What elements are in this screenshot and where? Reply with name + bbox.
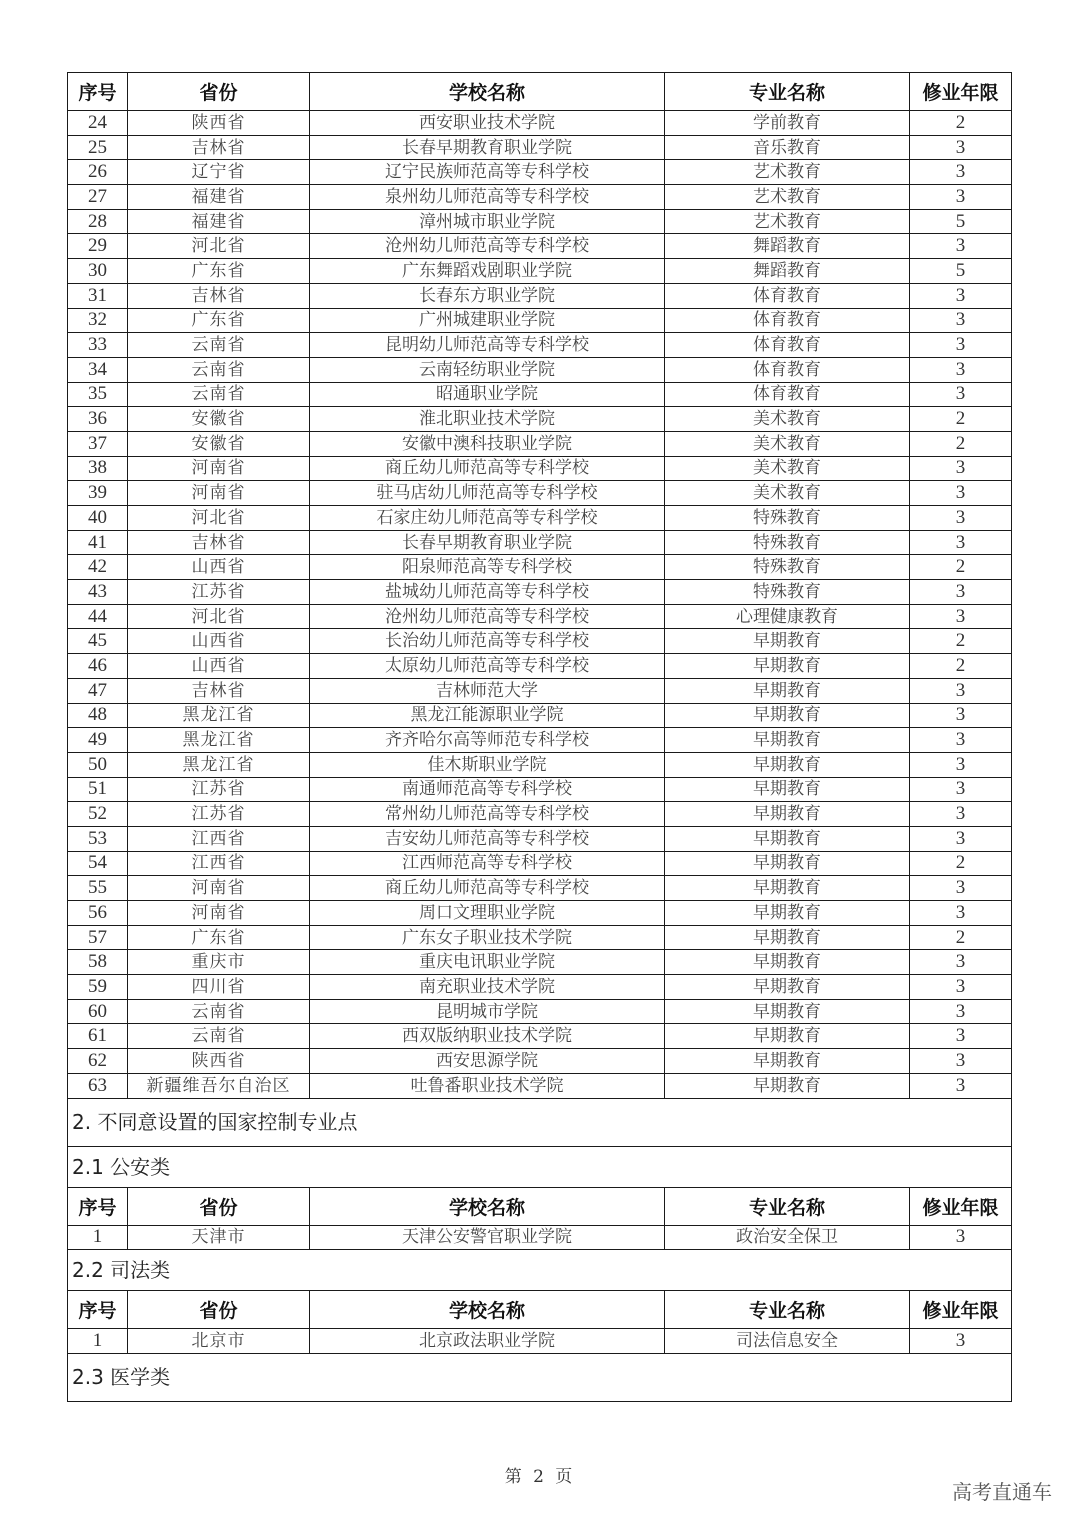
table-row bbox=[68, 555, 1012, 580]
cell-major: 早期教育 bbox=[665, 950, 910, 975]
cell-school: 南通师范高等专科学校 bbox=[310, 777, 665, 802]
cell-index: 52 bbox=[68, 802, 128, 827]
cell-index: 27 bbox=[68, 185, 128, 210]
cell-years: 3 bbox=[910, 308, 1012, 333]
section-2-3-title: 2.3 医学类 bbox=[68, 1353, 1012, 1401]
cell-years: 3 bbox=[910, 752, 1012, 777]
table-row bbox=[68, 283, 1012, 308]
section-2-2-title: 2.2 司法类 bbox=[68, 1250, 1012, 1291]
cell-index: 29 bbox=[68, 234, 128, 259]
table-row bbox=[68, 1024, 1012, 1049]
cell-index: 39 bbox=[68, 481, 128, 506]
cell-province: 云南省 bbox=[128, 357, 310, 382]
cell-years: 5 bbox=[910, 259, 1012, 284]
cell-major: 艺术教育 bbox=[665, 185, 910, 210]
cell-years: 3 bbox=[910, 604, 1012, 629]
cell-school: 泉州幼儿师范高等专科学校 bbox=[310, 185, 665, 210]
cell-major: 早期教育 bbox=[665, 851, 910, 876]
cell-years: 3 bbox=[910, 160, 1012, 185]
cell-major: 早期教育 bbox=[665, 1073, 910, 1098]
cell-province: 山西省 bbox=[128, 629, 310, 654]
cell-index: 35 bbox=[68, 382, 128, 407]
cell-years: 2 bbox=[910, 654, 1012, 679]
table-row bbox=[68, 604, 1012, 629]
subsection-heading-row bbox=[68, 1146, 1012, 1187]
cell-major: 舞蹈教育 bbox=[665, 259, 910, 284]
table-row bbox=[68, 999, 1012, 1024]
cell-major: 特殊教育 bbox=[665, 506, 910, 531]
cell-index: 33 bbox=[68, 333, 128, 358]
cell-index: 51 bbox=[68, 777, 128, 802]
cell-province: 江西省 bbox=[128, 826, 310, 851]
cell-major: 早期教育 bbox=[665, 876, 910, 901]
cell-major: 美术教育 bbox=[665, 456, 910, 481]
cell-years: 3 bbox=[910, 506, 1012, 531]
cell-years: 2 bbox=[910, 555, 1012, 580]
header-province: 省份 bbox=[128, 1187, 310, 1225]
cell-major: 特殊教育 bbox=[665, 555, 910, 580]
cell-index: 60 bbox=[68, 999, 128, 1024]
cell-school: 漳州城市职业学院 bbox=[310, 209, 665, 234]
cell-school: 广东女子职业技术学院 bbox=[310, 925, 665, 950]
cell-years: 3 bbox=[910, 1329, 1012, 1354]
cell-index: 55 bbox=[68, 876, 128, 901]
cell-years: 3 bbox=[910, 234, 1012, 259]
table-row bbox=[68, 678, 1012, 703]
cell-major: 早期教育 bbox=[665, 999, 910, 1024]
cell-school: 北京政法职业学院 bbox=[310, 1329, 665, 1354]
cell-index: 28 bbox=[68, 209, 128, 234]
cell-major: 政治安全保卫 bbox=[665, 1225, 910, 1250]
cell-years: 2 bbox=[910, 431, 1012, 456]
cell-years: 2 bbox=[910, 111, 1012, 136]
cell-years: 3 bbox=[910, 950, 1012, 975]
cell-years: 3 bbox=[910, 1073, 1012, 1098]
table-row bbox=[68, 357, 1012, 382]
cell-school: 安徽中澳科技职业学院 bbox=[310, 431, 665, 456]
table-row bbox=[68, 728, 1012, 753]
table-row bbox=[68, 160, 1012, 185]
cell-province: 河南省 bbox=[128, 876, 310, 901]
majors-table bbox=[67, 72, 1012, 1402]
cell-years: 3 bbox=[910, 456, 1012, 481]
cell-index: 42 bbox=[68, 555, 128, 580]
cell-province: 河北省 bbox=[128, 506, 310, 531]
cell-province: 重庆市 bbox=[128, 950, 310, 975]
cell-years: 3 bbox=[910, 135, 1012, 160]
cell-province: 山西省 bbox=[128, 555, 310, 580]
cell-province: 广东省 bbox=[128, 308, 310, 333]
table-row bbox=[68, 777, 1012, 802]
cell-major: 早期教育 bbox=[665, 925, 910, 950]
cell-province: 黑龙江省 bbox=[128, 752, 310, 777]
table-row bbox=[68, 431, 1012, 456]
table-body bbox=[68, 111, 1012, 1099]
cell-years: 3 bbox=[910, 975, 1012, 1000]
cell-major: 美术教育 bbox=[665, 481, 910, 506]
cell-years: 3 bbox=[910, 333, 1012, 358]
table-row bbox=[68, 901, 1012, 926]
table-row bbox=[68, 234, 1012, 259]
cell-index: 46 bbox=[68, 654, 128, 679]
cell-province: 云南省 bbox=[128, 1024, 310, 1049]
cell-school: 西双版纳职业技术学院 bbox=[310, 1024, 665, 1049]
header-school: 学校名称 bbox=[310, 1291, 665, 1329]
cell-major: 早期教育 bbox=[665, 826, 910, 851]
table-row bbox=[68, 703, 1012, 728]
cell-province: 吉林省 bbox=[128, 135, 310, 160]
cell-province: 安徽省 bbox=[128, 431, 310, 456]
header-years: 修业年限 bbox=[910, 1187, 1012, 1225]
cell-major: 美术教育 bbox=[665, 407, 910, 432]
cell-years: 3 bbox=[910, 1024, 1012, 1049]
cell-index: 41 bbox=[68, 530, 128, 555]
cell-major: 早期教育 bbox=[665, 654, 910, 679]
cell-school: 辽宁民族师范高等专科学校 bbox=[310, 160, 665, 185]
cell-school: 石家庄幼儿师范高等专科学校 bbox=[310, 506, 665, 531]
cell-school: 商丘幼儿师范高等专科学校 bbox=[310, 456, 665, 481]
header-major: 专业名称 bbox=[665, 1187, 910, 1225]
table-row bbox=[68, 802, 1012, 827]
cell-years: 3 bbox=[910, 185, 1012, 210]
cell-index: 24 bbox=[68, 111, 128, 136]
cell-school: 江西师范高等专科学校 bbox=[310, 851, 665, 876]
table-row bbox=[68, 209, 1012, 234]
cell-index: 57 bbox=[68, 925, 128, 950]
cell-major: 体育教育 bbox=[665, 382, 910, 407]
cell-major: 早期教育 bbox=[665, 975, 910, 1000]
cell-province: 辽宁省 bbox=[128, 160, 310, 185]
table-header-row bbox=[68, 1291, 1012, 1329]
cell-province: 吉林省 bbox=[128, 530, 310, 555]
cell-index: 62 bbox=[68, 1049, 128, 1074]
cell-school: 长春早期教育职业学院 bbox=[310, 530, 665, 555]
cell-province: 云南省 bbox=[128, 333, 310, 358]
cell-school: 沧州幼儿师范高等专科学校 bbox=[310, 234, 665, 259]
header-major: 专业名称 bbox=[665, 1291, 910, 1329]
document-page bbox=[67, 72, 1011, 1402]
cell-index: 53 bbox=[68, 826, 128, 851]
cell-province: 云南省 bbox=[128, 382, 310, 407]
cell-years: 3 bbox=[910, 580, 1012, 605]
cell-province: 吉林省 bbox=[128, 283, 310, 308]
cell-years: 3 bbox=[910, 876, 1012, 901]
header-province: 省份 bbox=[128, 73, 310, 111]
cell-province: 山西省 bbox=[128, 654, 310, 679]
cell-years: 5 bbox=[910, 209, 1012, 234]
cell-index: 26 bbox=[68, 160, 128, 185]
cell-major: 早期教育 bbox=[665, 1024, 910, 1049]
cell-years: 3 bbox=[910, 826, 1012, 851]
cell-province: 四川省 bbox=[128, 975, 310, 1000]
header-index: 序号 bbox=[68, 1291, 128, 1329]
cell-province: 云南省 bbox=[128, 999, 310, 1024]
cell-index: 30 bbox=[68, 259, 128, 284]
cell-major: 音乐教育 bbox=[665, 135, 910, 160]
cell-major: 学前教育 bbox=[665, 111, 910, 136]
cell-province: 江苏省 bbox=[128, 777, 310, 802]
section-2-title: 2. 不同意设置的国家控制专业点 bbox=[68, 1098, 1012, 1146]
cell-province: 福建省 bbox=[128, 209, 310, 234]
cell-province: 江苏省 bbox=[128, 802, 310, 827]
cell-province: 黑龙江省 bbox=[128, 703, 310, 728]
cell-school: 佳木斯职业学院 bbox=[310, 752, 665, 777]
cell-province: 河南省 bbox=[128, 901, 310, 926]
table-row bbox=[68, 456, 1012, 481]
cell-province: 福建省 bbox=[128, 185, 310, 210]
cell-major: 舞蹈教育 bbox=[665, 234, 910, 259]
table-row bbox=[68, 407, 1012, 432]
cell-major: 早期教育 bbox=[665, 728, 910, 753]
cell-school: 昆明城市学院 bbox=[310, 999, 665, 1024]
cell-school: 吉安幼儿师范高等专科学校 bbox=[310, 826, 665, 851]
cell-index: 40 bbox=[68, 506, 128, 531]
table-row bbox=[68, 580, 1012, 605]
cell-index: 63 bbox=[68, 1073, 128, 1098]
cell-major: 早期教育 bbox=[665, 752, 910, 777]
table-row bbox=[68, 1225, 1012, 1250]
cell-province: 河北省 bbox=[128, 604, 310, 629]
header-school: 学校名称 bbox=[310, 1187, 665, 1225]
cell-years: 3 bbox=[910, 530, 1012, 555]
watermark: 高考直通车 bbox=[952, 1480, 1052, 1504]
cell-major: 心理健康教育 bbox=[665, 604, 910, 629]
section-heading-row bbox=[68, 1098, 1012, 1146]
cell-school: 长春东方职业学院 bbox=[310, 283, 665, 308]
cell-school: 淮北职业技术学院 bbox=[310, 407, 665, 432]
cell-index: 61 bbox=[68, 1024, 128, 1049]
cell-province: 北京市 bbox=[128, 1329, 310, 1354]
cell-province: 河南省 bbox=[128, 481, 310, 506]
cell-years: 3 bbox=[910, 728, 1012, 753]
cell-major: 早期教育 bbox=[665, 703, 910, 728]
cell-years: 3 bbox=[910, 481, 1012, 506]
cell-index: 54 bbox=[68, 851, 128, 876]
cell-school: 长治幼儿师范高等专科学校 bbox=[310, 629, 665, 654]
cell-school: 黑龙江能源职业学院 bbox=[310, 703, 665, 728]
cell-province: 河北省 bbox=[128, 234, 310, 259]
cell-index: 1 bbox=[68, 1225, 128, 1250]
table-row bbox=[68, 185, 1012, 210]
table-row bbox=[68, 975, 1012, 1000]
cell-school: 驻马店幼儿师范高等专科学校 bbox=[310, 481, 665, 506]
table-header-row bbox=[68, 73, 1012, 111]
cell-major: 体育教育 bbox=[665, 357, 910, 382]
table-row bbox=[68, 826, 1012, 851]
header-school: 学校名称 bbox=[310, 73, 665, 111]
cell-years: 2 bbox=[910, 925, 1012, 950]
cell-school: 广东舞蹈戏剧职业学院 bbox=[310, 259, 665, 284]
cell-school: 盐城幼儿师范高等专科学校 bbox=[310, 580, 665, 605]
subsection-heading-row bbox=[68, 1250, 1012, 1291]
table-row bbox=[68, 481, 1012, 506]
cell-years: 2 bbox=[910, 407, 1012, 432]
cell-major: 体育教育 bbox=[665, 283, 910, 308]
cell-school: 太原幼儿师范高等专科学校 bbox=[310, 654, 665, 679]
cell-index: 34 bbox=[68, 357, 128, 382]
cell-index: 44 bbox=[68, 604, 128, 629]
cell-major: 特殊教育 bbox=[665, 530, 910, 555]
cell-major: 艺术教育 bbox=[665, 160, 910, 185]
cell-index: 32 bbox=[68, 308, 128, 333]
cell-major: 早期教育 bbox=[665, 629, 910, 654]
header-major: 专业名称 bbox=[665, 73, 910, 111]
cell-province: 黑龙江省 bbox=[128, 728, 310, 753]
cell-index: 50 bbox=[68, 752, 128, 777]
cell-school: 天津公安警官职业学院 bbox=[310, 1225, 665, 1250]
cell-index: 56 bbox=[68, 901, 128, 926]
header-years: 修业年限 bbox=[910, 73, 1012, 111]
cell-major: 美术教育 bbox=[665, 431, 910, 456]
table-row bbox=[68, 1049, 1012, 1074]
cell-school: 常州幼儿师范高等专科学校 bbox=[310, 802, 665, 827]
cell-school: 重庆电讯职业学院 bbox=[310, 950, 665, 975]
cell-major: 早期教育 bbox=[665, 1049, 910, 1074]
cell-years: 3 bbox=[910, 802, 1012, 827]
cell-province: 陕西省 bbox=[128, 111, 310, 136]
cell-school: 沧州幼儿师范高等专科学校 bbox=[310, 604, 665, 629]
cell-province: 陕西省 bbox=[128, 1049, 310, 1074]
table-row bbox=[68, 752, 1012, 777]
cell-index: 59 bbox=[68, 975, 128, 1000]
cell-major: 体育教育 bbox=[665, 308, 910, 333]
table-row bbox=[68, 259, 1012, 284]
cell-province: 广东省 bbox=[128, 259, 310, 284]
table-row bbox=[68, 629, 1012, 654]
table-row bbox=[68, 135, 1012, 160]
table-row bbox=[68, 925, 1012, 950]
cell-major: 体育教育 bbox=[665, 333, 910, 358]
cell-province: 安徽省 bbox=[128, 407, 310, 432]
cell-index: 49 bbox=[68, 728, 128, 753]
cell-years: 3 bbox=[910, 703, 1012, 728]
cell-major: 早期教育 bbox=[665, 802, 910, 827]
header-index: 序号 bbox=[68, 1187, 128, 1225]
cell-index: 25 bbox=[68, 135, 128, 160]
cell-years: 3 bbox=[910, 777, 1012, 802]
header-years: 修业年限 bbox=[910, 1291, 1012, 1329]
cell-index: 38 bbox=[68, 456, 128, 481]
cell-major: 司法信息安全 bbox=[665, 1329, 910, 1354]
cell-index: 1 bbox=[68, 1329, 128, 1354]
cell-major: 特殊教育 bbox=[665, 580, 910, 605]
cell-index: 48 bbox=[68, 703, 128, 728]
table-row bbox=[68, 851, 1012, 876]
cell-province: 广东省 bbox=[128, 925, 310, 950]
cell-school: 西安职业技术学院 bbox=[310, 111, 665, 136]
cell-province: 江西省 bbox=[128, 851, 310, 876]
cell-school: 吐鲁番职业技术学院 bbox=[310, 1073, 665, 1098]
cell-province: 河南省 bbox=[128, 456, 310, 481]
table-row bbox=[68, 530, 1012, 555]
cell-major: 早期教育 bbox=[665, 777, 910, 802]
cell-province: 吉林省 bbox=[128, 678, 310, 703]
table-row bbox=[68, 654, 1012, 679]
cell-school: 阳泉师范高等专科学校 bbox=[310, 555, 665, 580]
cell-years: 3 bbox=[910, 1049, 1012, 1074]
cell-index: 43 bbox=[68, 580, 128, 605]
header-index: 序号 bbox=[68, 73, 128, 111]
cell-index: 45 bbox=[68, 629, 128, 654]
table-row bbox=[68, 111, 1012, 136]
cell-years: 3 bbox=[910, 901, 1012, 926]
table-row bbox=[68, 506, 1012, 531]
cell-index: 31 bbox=[68, 283, 128, 308]
section-2 bbox=[68, 1098, 1012, 1401]
cell-province: 新疆维吾尔自治区 bbox=[128, 1073, 310, 1098]
cell-school: 云南轻纺职业学院 bbox=[310, 357, 665, 382]
cell-major: 早期教育 bbox=[665, 678, 910, 703]
table-row bbox=[68, 1073, 1012, 1098]
table-row bbox=[68, 876, 1012, 901]
cell-school: 昆明幼儿师范高等专科学校 bbox=[310, 333, 665, 358]
cell-years: 3 bbox=[910, 678, 1012, 703]
table-header-row bbox=[68, 1187, 1012, 1225]
cell-index: 36 bbox=[68, 407, 128, 432]
subsection-heading-row bbox=[68, 1353, 1012, 1401]
cell-major: 早期教育 bbox=[665, 901, 910, 926]
cell-school: 齐齐哈尔高等师范专科学校 bbox=[310, 728, 665, 753]
cell-years: 3 bbox=[910, 283, 1012, 308]
cell-province: 天津市 bbox=[128, 1225, 310, 1250]
cell-school: 长春早期教育职业学院 bbox=[310, 135, 665, 160]
cell-major: 艺术教育 bbox=[665, 209, 910, 234]
header-province: 省份 bbox=[128, 1291, 310, 1329]
cell-school: 广州城建职业学院 bbox=[310, 308, 665, 333]
table-row bbox=[68, 950, 1012, 975]
cell-years: 3 bbox=[910, 382, 1012, 407]
cell-years: 3 bbox=[910, 357, 1012, 382]
cell-index: 47 bbox=[68, 678, 128, 703]
cell-years: 3 bbox=[910, 999, 1012, 1024]
cell-school: 昭通职业学院 bbox=[310, 382, 665, 407]
cell-province: 江苏省 bbox=[128, 580, 310, 605]
cell-years: 2 bbox=[910, 851, 1012, 876]
section-2-1-title: 2.1 公安类 bbox=[68, 1146, 1012, 1187]
table-row bbox=[68, 1329, 1012, 1354]
table-row bbox=[68, 333, 1012, 358]
cell-school: 南充职业技术学院 bbox=[310, 975, 665, 1000]
cell-index: 58 bbox=[68, 950, 128, 975]
cell-years: 3 bbox=[910, 1225, 1012, 1250]
cell-years: 2 bbox=[910, 629, 1012, 654]
cell-school: 西安思源学院 bbox=[310, 1049, 665, 1074]
page-number: 第 2 页 bbox=[504, 1467, 576, 1487]
cell-school: 吉林师范大学 bbox=[310, 678, 665, 703]
cell-index: 37 bbox=[68, 431, 128, 456]
cell-school: 商丘幼儿师范高等专科学校 bbox=[310, 876, 665, 901]
table-row bbox=[68, 382, 1012, 407]
table-row bbox=[68, 308, 1012, 333]
cell-school: 周口文理职业学院 bbox=[310, 901, 665, 926]
